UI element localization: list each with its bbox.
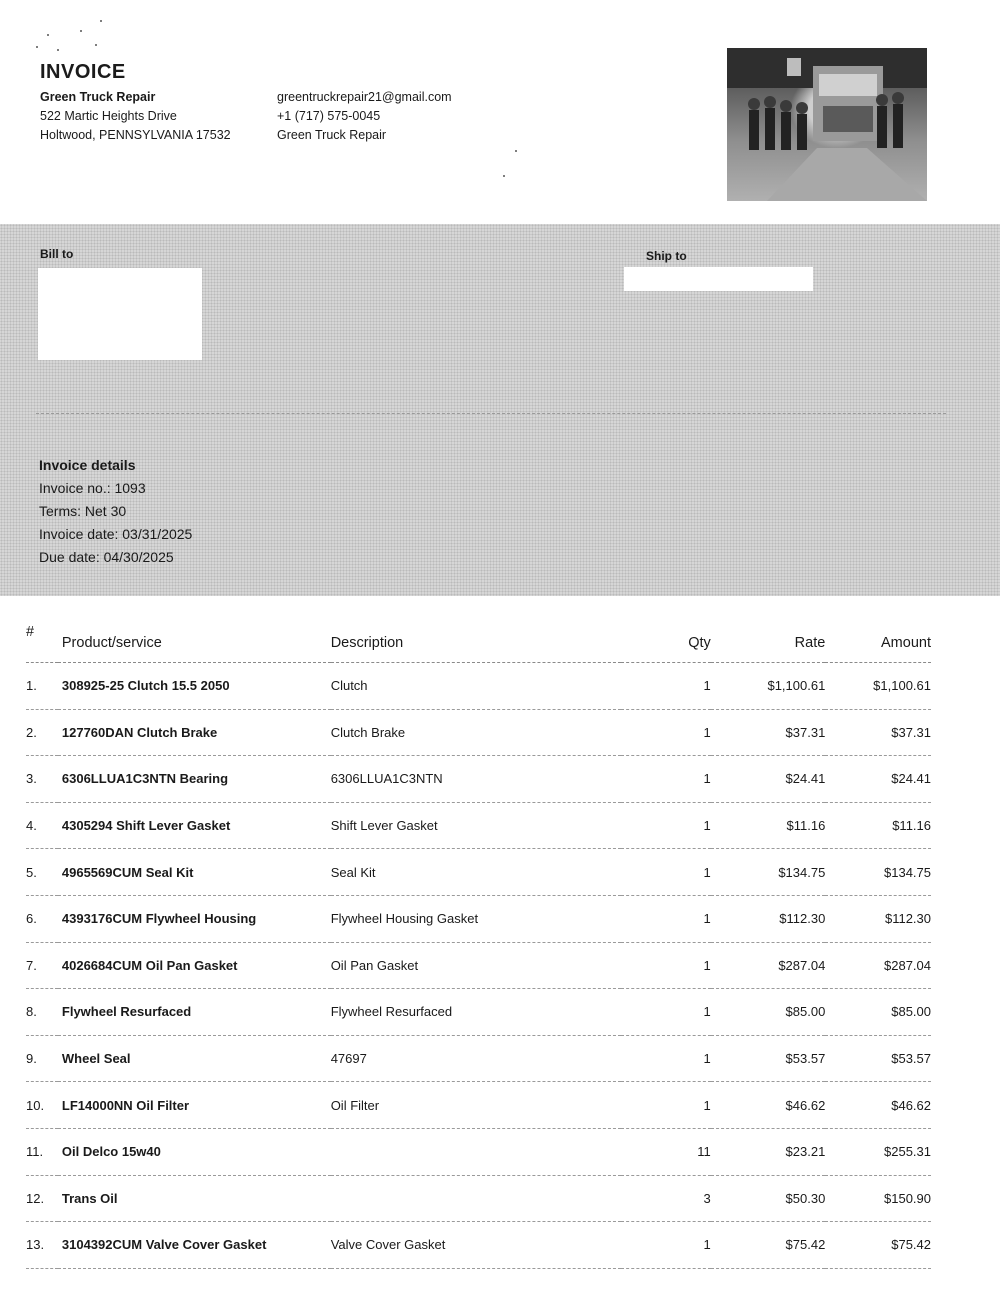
row-description: Flywheel Housing Gasket xyxy=(331,895,622,942)
row-number: 7. xyxy=(26,942,58,989)
row-number: 11. xyxy=(26,1128,58,1175)
ship-to-label: Ship to xyxy=(646,249,687,263)
row-description: Clutch Brake xyxy=(331,709,622,756)
row-number: 3. xyxy=(26,756,58,803)
col-header-qty: Qty xyxy=(621,624,710,663)
line-items-table xyxy=(26,624,931,1269)
row-qty: 3 xyxy=(621,1175,710,1222)
row-number: 13. xyxy=(26,1222,58,1269)
contact-block xyxy=(277,88,452,145)
bill-to-redacted-block xyxy=(38,268,202,360)
table-row xyxy=(26,1128,931,1175)
row-description xyxy=(331,1128,622,1175)
company-address-line2: Holtwood, PENNSYLVANIA 17532 xyxy=(40,128,231,142)
company-email: greentruckrepair21@gmail.com xyxy=(277,90,452,104)
row-number: 8. xyxy=(26,989,58,1036)
row-product: Trans Oil xyxy=(58,1175,331,1222)
table-row xyxy=(26,709,931,756)
row-number: 2. xyxy=(26,709,58,756)
row-qty: 1 xyxy=(621,1035,710,1082)
row-amount: $75.42 xyxy=(825,1222,931,1269)
row-product: 308925-25 Clutch 15.5 2050 xyxy=(58,663,331,710)
row-description: 6306LLUA1C3NTN xyxy=(331,756,622,803)
row-qty: 1 xyxy=(621,663,710,710)
row-number: 5. xyxy=(26,849,58,896)
row-amount: $1,100.61 xyxy=(825,663,931,710)
row-rate: $50.30 xyxy=(711,1175,826,1222)
row-number: 6. xyxy=(26,895,58,942)
table-row xyxy=(26,989,931,1036)
table-row xyxy=(26,663,931,710)
row-number: 1. xyxy=(26,663,58,710)
row-amount: $112.30 xyxy=(825,895,931,942)
ship-to-redacted-block xyxy=(624,267,813,291)
row-product: 3104392CUM Valve Cover Gasket xyxy=(58,1222,331,1269)
row-product: Flywheel Resurfaced xyxy=(58,989,331,1036)
row-rate: $112.30 xyxy=(711,895,826,942)
row-product: 4965569CUM Seal Kit xyxy=(58,849,331,896)
row-rate: $11.16 xyxy=(711,802,826,849)
invoice-number: Invoice no.: 1093 xyxy=(39,480,146,496)
row-rate: $23.21 xyxy=(711,1128,826,1175)
row-rate: $46.62 xyxy=(711,1082,826,1129)
row-amount: $46.62 xyxy=(825,1082,931,1129)
col-header-rate: Rate xyxy=(711,624,826,663)
row-qty: 1 xyxy=(621,989,710,1036)
row-amount: $134.75 xyxy=(825,849,931,896)
row-product: LF14000NN Oil Filter xyxy=(58,1082,331,1129)
row-amount: $11.16 xyxy=(825,802,931,849)
invoice-due-date: Due date: 04/30/2025 xyxy=(39,549,174,565)
row-product: Oil Delco 15w40 xyxy=(58,1128,331,1175)
table-row xyxy=(26,942,931,989)
company-contact-name: Green Truck Repair xyxy=(277,128,387,142)
row-description: Seal Kit xyxy=(331,849,622,896)
row-description: Valve Cover Gasket xyxy=(331,1222,622,1269)
row-qty: 1 xyxy=(621,942,710,989)
row-amount: $37.31 xyxy=(825,709,931,756)
row-rate: $53.57 xyxy=(711,1035,826,1082)
bill-to-label: Bill to xyxy=(40,247,74,261)
col-header-num: # xyxy=(26,624,58,663)
row-rate: $37.31 xyxy=(711,709,826,756)
invoice-details xyxy=(39,454,192,569)
invoice-details-heading: Invoice details xyxy=(39,457,136,473)
row-product: Wheel Seal xyxy=(58,1035,331,1082)
row-amount: $24.41 xyxy=(825,756,931,803)
row-amount: $255.31 xyxy=(825,1128,931,1175)
row-amount: $150.90 xyxy=(825,1175,931,1222)
truck-photo-icon xyxy=(727,48,927,201)
row-rate: $75.42 xyxy=(711,1222,826,1269)
row-description: Oil Pan Gasket xyxy=(331,942,622,989)
row-rate: $1,100.61 xyxy=(711,663,826,710)
col-header-description: Description xyxy=(331,624,622,663)
row-number: 9. xyxy=(26,1035,58,1082)
row-qty: 1 xyxy=(621,849,710,896)
table-row xyxy=(26,756,931,803)
row-product: 4305294 Shift Lever Gasket xyxy=(58,802,331,849)
company-block xyxy=(40,88,231,145)
row-qty: 1 xyxy=(621,895,710,942)
table-row xyxy=(26,849,931,896)
row-number: 12. xyxy=(26,1175,58,1222)
row-qty: 1 xyxy=(621,709,710,756)
company-name: Green Truck Repair xyxy=(40,90,156,104)
table-row xyxy=(26,1175,931,1222)
table-row xyxy=(26,1082,931,1129)
row-amount: $85.00 xyxy=(825,989,931,1036)
row-rate: $287.04 xyxy=(711,942,826,989)
row-product: 6306LLUA1C3NTN Bearing xyxy=(58,756,331,803)
row-description: 47697 xyxy=(331,1035,622,1082)
row-number: 10. xyxy=(26,1082,58,1129)
table-row xyxy=(26,1222,931,1269)
line-items-body xyxy=(26,663,931,1269)
row-description: Oil Filter xyxy=(331,1082,622,1129)
company-address-line1: 522 Martic Heights Drive xyxy=(40,109,177,123)
col-header-product: Product/service xyxy=(58,624,331,663)
row-product: 127760DAN Clutch Brake xyxy=(58,709,331,756)
truck-photo-graphic xyxy=(727,48,927,201)
table-row xyxy=(26,895,931,942)
table-header-row xyxy=(26,624,931,663)
row-product: 4026684CUM Oil Pan Gasket xyxy=(58,942,331,989)
row-description xyxy=(331,1175,622,1222)
row-qty: 1 xyxy=(621,802,710,849)
table-row xyxy=(26,1035,931,1082)
row-rate: $134.75 xyxy=(711,849,826,896)
row-description: Flywheel Resurfaced xyxy=(331,989,622,1036)
row-qty: 1 xyxy=(621,1222,710,1269)
row-product: 4393176CUM Flywheel Housing xyxy=(58,895,331,942)
table-row xyxy=(26,802,931,849)
section-divider xyxy=(36,413,946,414)
row-qty: 1 xyxy=(621,756,710,803)
row-qty: 11 xyxy=(621,1128,710,1175)
invoice-title: INVOICE xyxy=(40,61,126,83)
row-description: Clutch xyxy=(331,663,622,710)
row-amount: $53.57 xyxy=(825,1035,931,1082)
row-rate: $85.00 xyxy=(711,989,826,1036)
row-description: Shift Lever Gasket xyxy=(331,802,622,849)
company-phone: +1 (717) 575-0045 xyxy=(277,109,381,123)
row-number: 4. xyxy=(26,802,58,849)
row-qty: 1 xyxy=(621,1082,710,1129)
row-rate: $24.41 xyxy=(711,756,826,803)
col-header-amount: Amount xyxy=(825,624,931,663)
invoice-date: Invoice date: 03/31/2025 xyxy=(39,526,193,542)
row-amount: $287.04 xyxy=(825,942,931,989)
invoice-terms: Terms: Net 30 xyxy=(39,503,127,519)
